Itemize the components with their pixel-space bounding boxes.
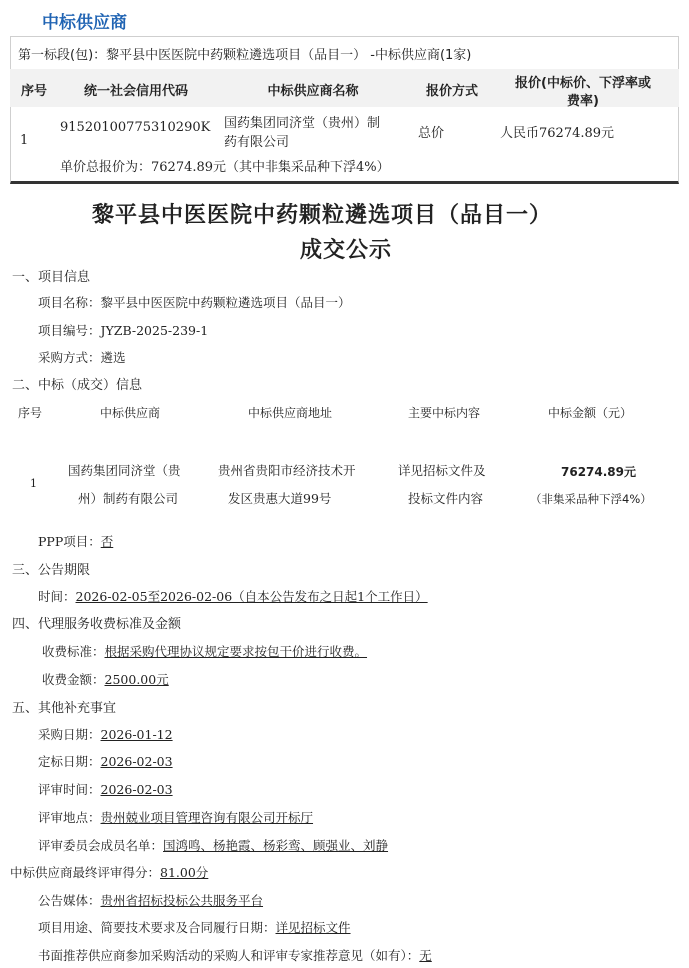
review-place-label: 评审地点： [38,810,101,825]
award-date-value: 2026-02-03 [100,754,173,769]
award-col-amount: 中标金额（元） [548,406,633,420]
award-col-content: 主要中标内容 [408,406,481,420]
project-name-row [38,293,351,311]
notice-media-value: 贵州省招标投标公共服务平台 [100,893,264,908]
notice-media-label: 公告媒体： [38,893,101,908]
review-place-row [38,808,313,826]
committee-members-value: 国鸿鸣、杨艳霞、杨彩鸾、顾强业、刘静 [163,838,389,853]
project-name-label: 项目名称： [38,295,101,310]
row-price: 人民币76274.89元 [500,126,615,141]
committee-members-label: 评审委员会成员名单： [38,838,164,853]
project-usage-row [38,918,351,936]
award-address-line1: 贵州省贵阳市经济技术开 [218,463,356,478]
header-price-line1: 报价(中标价、下浮率或 [515,76,651,91]
notice-time-label: 时间： [38,589,76,604]
review-place-value: 贵州兢业项目管理咨询有限公司开标厅 [100,810,314,825]
project-usage-value: 详见招标文件 [275,920,351,935]
unit-price-note: 单价总报价为：76274.89元（其中非集采品种下浮4%） [60,160,390,175]
doc-title: 黎平县中医医院中药颗粒遴选项目（品目一） [92,202,553,228]
final-score-value: 81.00分 [160,865,209,880]
purchase-date-label: 采购日期： [38,727,101,742]
fee-standard-row [42,642,367,660]
award-content-line2: 投标文件内容 [408,491,484,506]
project-name-value: 黎平县中医医院中药颗粒遴选项目（品目一） [100,295,351,310]
award-amount: 76274.89元 [561,465,637,479]
section-4-heading: 四、代理服务收费标准及金额 [12,617,182,632]
award-date-row [38,752,173,770]
recommendation-value: 无 [419,948,432,963]
award-address-line2: 发区贵惠大道99号 [228,491,332,506]
section-5-heading: 五、其他补充事宜 [12,701,117,716]
row-supplier-name-line2: 药有限公司 [224,135,290,150]
ppp-row [38,532,113,550]
header-price-line2: 费率) [567,94,599,109]
project-code-value: JYZB-2025-239-1 [100,323,209,338]
review-time-label: 评审时间： [38,782,101,797]
segment-line: 第一标段(包)：黎平县中医医院中药颗粒遴选项目（品目一） -中标供应商(1家) [18,48,472,63]
header-quote-type: 报价方式 [425,84,478,99]
project-code-row [38,321,208,339]
row-quote-type: 总价 [418,126,445,141]
section-2-heading: 二、中标（成交）信息 [12,378,143,393]
section-1-heading: 一、项目信息 [12,270,91,285]
award-amount-note: （非集采品种下浮4%） [530,492,652,506]
header-credit-code: 统一社会信用代码 [83,84,188,99]
fee-standard-value: 根据采购代理协议规定要求按包干价进行收费。 [104,644,368,659]
award-supplier-line1: 国药集团同济堂（贵 [68,463,181,478]
final-score-label: 中标供应商最终评审得分： [10,865,161,880]
procurement-method-row [38,348,126,366]
award-content-line1: 详见招标文件及 [398,463,486,478]
notice-period-row [38,587,428,605]
award-col-address: 中标供应商地址 [248,406,333,420]
award-col-supplier: 中标供应商 [100,406,161,420]
header-index: 序号 [20,84,47,99]
notice-media-row [38,891,263,909]
procurement-method-value: 遴选 [100,350,126,365]
row-credit-code: 91520100775310290K [60,120,211,135]
fee-standard-label: 收费标准： [42,644,105,659]
purchase-date-row [38,725,173,743]
ppp-label: PPP项目： [38,534,101,549]
ppp-value: 否 [100,534,114,549]
final-score-row [10,863,208,881]
fee-amount-row [42,670,169,688]
header-supplier-name: 中标供应商名称 [267,84,359,99]
recommendation-row [38,946,432,964]
fee-amount-label: 收费金额： [42,672,105,687]
award-date-label: 定标日期： [38,754,101,769]
award-row-index: 1 [30,477,37,490]
fee-amount-value: 2500.00元 [104,672,169,687]
review-time-row [38,780,173,798]
review-time-value: 2026-02-03 [100,782,173,797]
row-index: 1 [20,133,29,148]
notice-time-value: 2026-02-05至2026-02-06（自本公告发布之日起1个工作日） [75,589,428,604]
web-section-title: 中标供应商 [42,13,127,33]
project-usage-label: 项目用途、简要技术要求及合同履行日期： [38,920,276,935]
award-col-index: 序号 [18,406,43,420]
committee-members-row [38,836,388,854]
award-supplier-line2: 州）制药有限公司 [78,491,179,506]
procurement-method-label: 采购方式： [38,350,101,365]
purchase-date-value: 2026-01-12 [100,727,173,742]
recommendation-label: 书面推荐供应商参加采购活动的采购人和评审专家推荐意见（如有）： [38,948,420,963]
doc-subtitle: 成交公示 [300,237,393,263]
row-supplier-name-line1: 国药集团同济堂（贵州）制 [224,116,381,131]
project-code-label: 项目编号： [38,323,101,338]
section-3-heading: 三、公告期限 [12,563,91,578]
